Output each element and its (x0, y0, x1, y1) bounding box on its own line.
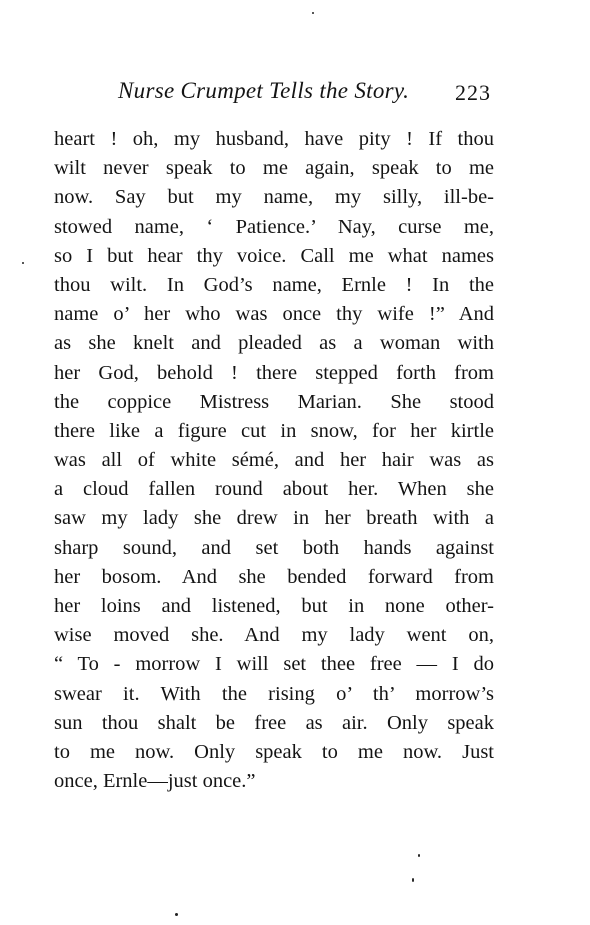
scan-speck (412, 878, 414, 882)
running-title: Nurse Crumpet Tells the Story. (118, 78, 410, 103)
running-head (0, 78, 590, 108)
text-line: her bosom. And she bended forward from (54, 565, 494, 588)
scan-speck (22, 262, 24, 264)
text-line: thou wilt. In God’s name, Ernle ! In the (54, 273, 494, 296)
text-line: once, Ernle—just once.” (54, 770, 256, 793)
body-text (54, 125, 494, 796)
text-line: saw my lady she drew in her breath with a (54, 507, 494, 530)
text-line: heart ! oh, my husband, have pity ! If thou (54, 128, 494, 150)
text-line: there like a figure cut in snow, for her kirtle (54, 419, 494, 442)
text-line: a cloud fallen round about her. When she (54, 478, 494, 501)
text-line: swear it. With the rising o’ th’ morrow’s (54, 682, 494, 705)
text-line: stowed name, ‘ Patience.’ Nay, curse me, (54, 215, 494, 238)
text-line: so I but hear thy voice. Call me what names (54, 244, 494, 267)
text-line: to me now. Only speak to me now. Just (54, 740, 494, 763)
text-line: as she knelt and pleaded as a woman with (54, 332, 494, 355)
text-line: wilt never speak to me again, speak to me (54, 157, 494, 180)
text-line: wise moved she. And my lady went on, (54, 624, 494, 647)
text-line: was all of white sémé, and her hair was as (54, 449, 494, 472)
scan-speck (312, 12, 314, 14)
text-line: now. Say but my name, my silly, ill-be- (54, 186, 494, 209)
text-line: the coppice Mistress Marian. She stood (54, 390, 494, 413)
scan-speck (418, 854, 420, 857)
page-number: 223 (455, 80, 491, 105)
scan-speck (175, 913, 178, 916)
text-line: “ To - morrow I will set thee free — I do (54, 653, 494, 676)
text-line: sharp sound, and set both hands against (54, 536, 494, 559)
text-line: her loins and listened, but in none other- (54, 595, 494, 617)
text-line: her God, behold ! there stepped forth from (54, 361, 494, 384)
text-line: name o’ her who was once thy wife !” And (54, 303, 494, 326)
text-line: sun thou shalt be free as air. Only speak (54, 711, 494, 734)
